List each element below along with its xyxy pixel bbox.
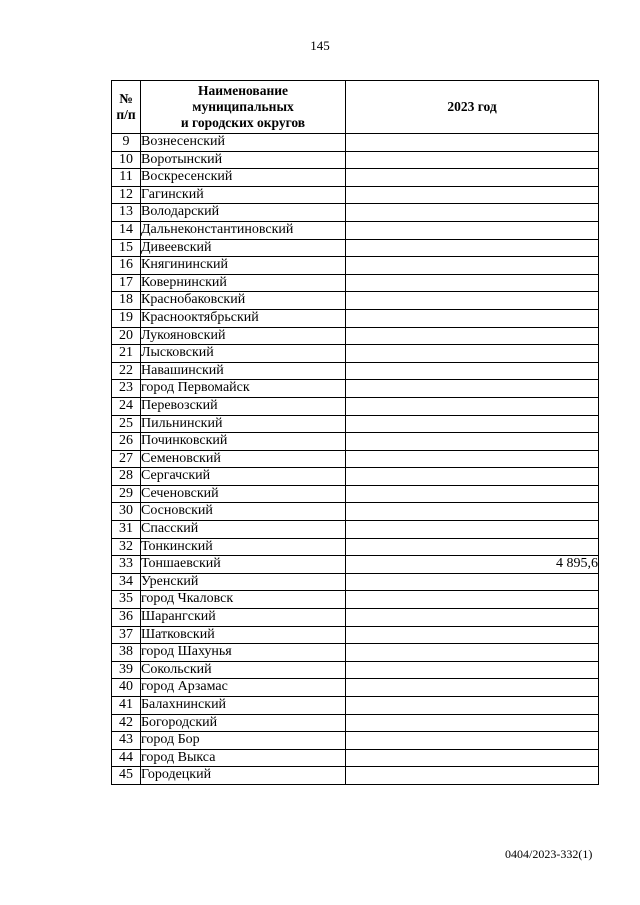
row-value-2023 bbox=[346, 697, 599, 715]
row-value-2023 bbox=[346, 257, 599, 275]
table-row bbox=[112, 626, 599, 644]
row-value-2023 bbox=[346, 345, 599, 363]
row-value-2023 bbox=[346, 415, 599, 433]
row-municipality-name: Тонкинский bbox=[141, 538, 346, 556]
table-header-row bbox=[112, 81, 599, 134]
table-row bbox=[112, 397, 599, 415]
row-municipality-name: Спасский bbox=[141, 521, 346, 539]
row-municipality-name: Городецкий bbox=[141, 767, 346, 785]
row-number: 28 bbox=[112, 468, 141, 486]
row-number: 14 bbox=[112, 221, 141, 239]
header-year: 2023 год bbox=[346, 81, 599, 134]
row-number: 13 bbox=[112, 204, 141, 222]
header-name: Наименование муниципальных и городских округов bbox=[141, 81, 346, 134]
row-number: 22 bbox=[112, 362, 141, 380]
table-row bbox=[112, 169, 599, 187]
row-value-2023 bbox=[346, 362, 599, 380]
row-municipality-name: город Первомайск bbox=[141, 380, 346, 398]
row-municipality-name: Перевозский bbox=[141, 397, 346, 415]
row-number: 19 bbox=[112, 309, 141, 327]
table-row bbox=[112, 380, 599, 398]
row-number: 39 bbox=[112, 661, 141, 679]
row-municipality-name: Сосновский bbox=[141, 503, 346, 521]
table-row bbox=[112, 714, 599, 732]
row-value-2023 bbox=[346, 626, 599, 644]
row-number: 35 bbox=[112, 591, 141, 609]
row-number: 43 bbox=[112, 732, 141, 750]
table-row bbox=[112, 309, 599, 327]
document-code: 0404/2023-332(1) bbox=[505, 847, 593, 861]
table-row bbox=[112, 274, 599, 292]
row-number: 37 bbox=[112, 626, 141, 644]
row-number: 27 bbox=[112, 450, 141, 468]
row-number: 18 bbox=[112, 292, 141, 310]
row-municipality-name: Ковернинский bbox=[141, 274, 346, 292]
row-municipality-name: город Выкса bbox=[141, 749, 346, 767]
row-municipality-name: Тоншаевский bbox=[141, 556, 346, 574]
table-row bbox=[112, 151, 599, 169]
table-row bbox=[112, 609, 599, 627]
row-municipality-name: Дивеевский bbox=[141, 239, 346, 257]
row-municipality-name: Гагинский bbox=[141, 186, 346, 204]
table-body bbox=[112, 134, 599, 785]
row-municipality-name: Сокольский bbox=[141, 661, 346, 679]
row-number: 44 bbox=[112, 749, 141, 767]
row-number: 9 bbox=[112, 134, 141, 152]
row-value-2023 bbox=[346, 732, 599, 750]
row-number: 23 bbox=[112, 380, 141, 398]
row-municipality-name: Дальнеконстантиновский bbox=[141, 221, 346, 239]
row-value-2023 bbox=[346, 292, 599, 310]
row-value-2023 bbox=[346, 468, 599, 486]
row-number: 10 bbox=[112, 151, 141, 169]
table-row bbox=[112, 362, 599, 380]
row-municipality-name: Сергачский bbox=[141, 468, 346, 486]
row-number: 31 bbox=[112, 521, 141, 539]
row-municipality-name: Навашинский bbox=[141, 362, 346, 380]
table-row bbox=[112, 221, 599, 239]
row-number: 42 bbox=[112, 714, 141, 732]
row-value-2023 bbox=[346, 221, 599, 239]
row-municipality-name: город Бор bbox=[141, 732, 346, 750]
row-number: 30 bbox=[112, 503, 141, 521]
row-municipality-name: Лукояновский bbox=[141, 327, 346, 345]
row-number: 38 bbox=[112, 644, 141, 662]
row-value-2023 bbox=[346, 485, 599, 503]
row-number: 21 bbox=[112, 345, 141, 363]
row-value-2023 bbox=[346, 433, 599, 451]
row-value-2023 bbox=[346, 749, 599, 767]
row-municipality-name: Починковский bbox=[141, 433, 346, 451]
row-number: 17 bbox=[112, 274, 141, 292]
row-value-2023 bbox=[346, 644, 599, 662]
table-row bbox=[112, 732, 599, 750]
row-number: 45 bbox=[112, 767, 141, 785]
row-municipality-name: Княгининский bbox=[141, 257, 346, 275]
table-row bbox=[112, 345, 599, 363]
row-number: 32 bbox=[112, 538, 141, 556]
table-row bbox=[112, 204, 599, 222]
row-number: 12 bbox=[112, 186, 141, 204]
table-row bbox=[112, 433, 599, 451]
row-number: 20 bbox=[112, 327, 141, 345]
row-value-2023 bbox=[346, 591, 599, 609]
row-value-2023 bbox=[346, 309, 599, 327]
table-row bbox=[112, 538, 599, 556]
table-row bbox=[112, 134, 599, 152]
row-value-2023 bbox=[346, 186, 599, 204]
row-number: 40 bbox=[112, 679, 141, 697]
table-row bbox=[112, 257, 599, 275]
row-value-2023 bbox=[346, 609, 599, 627]
table-row bbox=[112, 450, 599, 468]
row-value-2023 bbox=[346, 204, 599, 222]
row-municipality-name: Краснобаковский bbox=[141, 292, 346, 310]
row-number: 29 bbox=[112, 485, 141, 503]
row-value-2023 bbox=[346, 327, 599, 345]
row-value-2023: 4 895,6 bbox=[346, 556, 599, 574]
row-number: 33 bbox=[112, 556, 141, 574]
row-municipality-name: Володарский bbox=[141, 204, 346, 222]
row-municipality-name: Сеченовский bbox=[141, 485, 346, 503]
row-municipality-name: Шарангский bbox=[141, 609, 346, 627]
row-municipality-name: Балахнинский bbox=[141, 697, 346, 715]
row-municipality-name: город Чкаловск bbox=[141, 591, 346, 609]
row-number: 41 bbox=[112, 697, 141, 715]
table-row bbox=[112, 573, 599, 591]
row-municipality-name: Воскресенский bbox=[141, 169, 346, 187]
row-value-2023 bbox=[346, 397, 599, 415]
table-row bbox=[112, 239, 599, 257]
table-row bbox=[112, 679, 599, 697]
table-row bbox=[112, 749, 599, 767]
row-value-2023 bbox=[346, 714, 599, 732]
row-value-2023 bbox=[346, 239, 599, 257]
row-municipality-name: Вознесенский bbox=[141, 134, 346, 152]
table-row bbox=[112, 186, 599, 204]
table-row bbox=[112, 415, 599, 433]
row-value-2023 bbox=[346, 573, 599, 591]
page-number: 145 bbox=[310, 38, 330, 53]
row-value-2023 bbox=[346, 661, 599, 679]
table-row bbox=[112, 521, 599, 539]
row-value-2023 bbox=[346, 679, 599, 697]
row-value-2023 bbox=[346, 767, 599, 785]
row-number: 36 bbox=[112, 609, 141, 627]
row-number: 26 bbox=[112, 433, 141, 451]
row-municipality-name: город Арзамас bbox=[141, 679, 346, 697]
row-number: 34 bbox=[112, 573, 141, 591]
row-municipality-name: Краснооктябрьский bbox=[141, 309, 346, 327]
row-municipality-name: Пильнинский bbox=[141, 415, 346, 433]
table-row bbox=[112, 485, 599, 503]
row-value-2023 bbox=[346, 134, 599, 152]
row-value-2023 bbox=[346, 503, 599, 521]
table-row bbox=[112, 292, 599, 310]
table-row bbox=[112, 661, 599, 679]
row-municipality-name: Уренский bbox=[141, 573, 346, 591]
row-number: 11 bbox=[112, 169, 141, 187]
row-value-2023 bbox=[346, 521, 599, 539]
table-row bbox=[112, 767, 599, 785]
header-num: № п/п bbox=[112, 81, 141, 134]
row-value-2023 bbox=[346, 538, 599, 556]
row-number: 24 bbox=[112, 397, 141, 415]
table-row bbox=[112, 468, 599, 486]
row-number: 25 bbox=[112, 415, 141, 433]
row-value-2023 bbox=[346, 169, 599, 187]
row-value-2023 bbox=[346, 274, 599, 292]
table-row bbox=[112, 327, 599, 345]
data-table bbox=[111, 80, 599, 785]
table-row bbox=[112, 503, 599, 521]
row-municipality-name: Шатковский bbox=[141, 626, 346, 644]
row-value-2023 bbox=[346, 380, 599, 398]
row-municipality-name: Лысковский bbox=[141, 345, 346, 363]
table-row bbox=[112, 556, 599, 574]
row-municipality-name: Богородский bbox=[141, 714, 346, 732]
row-value-2023 bbox=[346, 450, 599, 468]
row-number: 16 bbox=[112, 257, 141, 275]
row-value-2023 bbox=[346, 151, 599, 169]
table-row bbox=[112, 697, 599, 715]
row-number: 15 bbox=[112, 239, 141, 257]
table-row bbox=[112, 591, 599, 609]
row-municipality-name: город Шахунья bbox=[141, 644, 346, 662]
table-row bbox=[112, 644, 599, 662]
row-municipality-name: Семеновский bbox=[141, 450, 346, 468]
row-municipality-name: Воротынский bbox=[141, 151, 346, 169]
